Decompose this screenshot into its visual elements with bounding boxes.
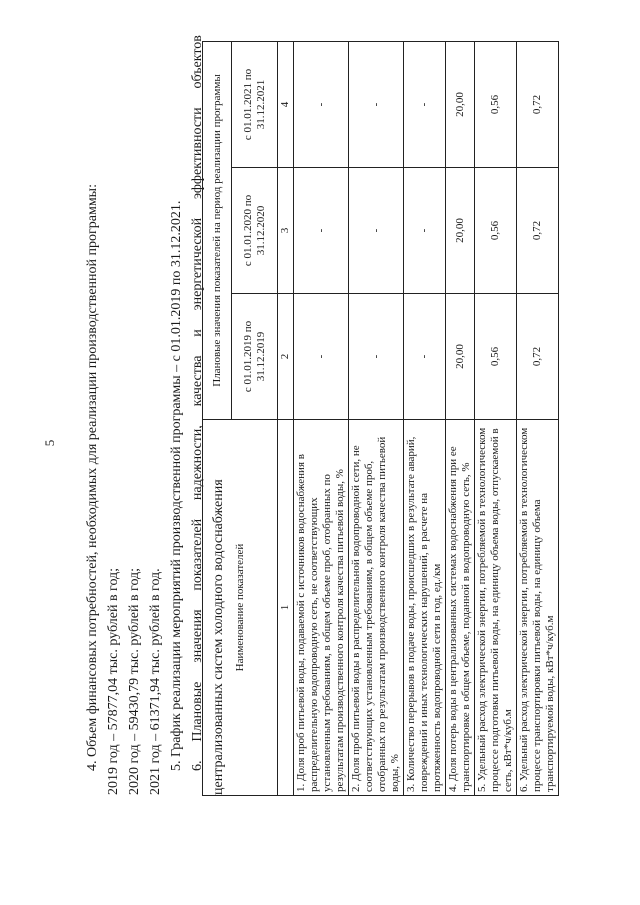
- column-number: 4: [278, 42, 294, 168]
- value-2021: -: [404, 42, 446, 168]
- value-2019: -: [349, 294, 404, 420]
- value-2021: 0,72: [517, 42, 559, 168]
- header-indicator-name: Наименование показателей: [203, 420, 278, 796]
- p6-word: качества: [190, 355, 205, 407]
- p6-word: надежности,: [190, 425, 205, 501]
- p6-word: Плановые: [190, 681, 205, 742]
- value-2020: -: [349, 168, 404, 294]
- page-number: 5: [42, 439, 57, 447]
- table-row: [404, 42, 446, 796]
- value-2020: 0,56: [475, 168, 517, 294]
- year-2021-line: 2021 год – 61371,94 тыс. рублей в год.: [148, 568, 163, 795]
- p6-word: объектов: [190, 35, 205, 89]
- table-row: [349, 42, 404, 796]
- value-2020: -: [294, 168, 349, 294]
- header-period-2020: с 01.01.2020 по 31.12.2020: [232, 168, 278, 294]
- indicator-name: 5. Удельный расход электрической энергии, потребляемой в технологическом процессе подготовки питьевой воды, на единицу объема воды, отпускаемой в сеть, кВт*ч/куб.м: [475, 420, 517, 796]
- header-planned-values: Плановые значения показателей на период реализации программы: [203, 42, 232, 420]
- paragraph-4: 4. Объем финансовых потребностей, необходимых для реализации производственной программы:: [85, 184, 100, 771]
- column-number: 2: [278, 294, 294, 420]
- year-2020-line: 2020 год – 59430,79 тыс. рублей в год;: [127, 567, 142, 795]
- value-2021: -: [294, 42, 349, 168]
- table-row: [517, 42, 559, 796]
- value-2021: -: [349, 42, 404, 168]
- column-number-row: [278, 42, 294, 796]
- value-2021: 0,56: [475, 42, 517, 168]
- value-2020: 0,72: [517, 168, 559, 294]
- indicator-name: 6. Удельный расход электрической энергии, потребляемой в технологическом процессе транспортировки питьевой воды, на единицу объема транспортируемой воды, кВт*ч/куб.м: [517, 420, 559, 796]
- value-2019: 20,00: [446, 294, 475, 420]
- value-2020: -: [404, 168, 446, 294]
- indicators-table: [202, 41, 559, 796]
- value-2019: 0,56: [475, 294, 517, 420]
- p6-word: показателей: [190, 518, 205, 591]
- indicator-name: 2. Доля проб питьевой воды в распределительной водопроводной сети, не соответствующих установленным требованиям, в общем объеме проб, отобранных по результатам производственного контроля качества питьевой воды, %: [349, 420, 404, 796]
- rotated-page: [0, 13, 640, 893]
- column-number: 3: [278, 168, 294, 294]
- column-number: 1: [278, 420, 294, 796]
- indicator-name: 1. Доля проб питьевой воды, подаваемой с источников водоснабжения в распределительную водопроводную сеть, не соответствующих установленным требованиям, в общем объеме проб, отобранных по результатам производственного контроля качества питьевой воды, %: [294, 420, 349, 796]
- value-2019: -: [404, 294, 446, 420]
- indicator-name: 3. Количество перерывов в подаче воды, происшедших в результате аварий, повреждений и иных технологических нарушений, в расчете на протяженность водопроводной сети в год, ед./км: [404, 420, 446, 796]
- p6-word: и: [190, 329, 205, 337]
- value-2021: 20,00: [446, 42, 475, 168]
- year-2019-line: 2019 год – 57877,04 тыс. рублей в год;: [106, 567, 121, 795]
- header-period-2021: с 01.01.2021 по 31.12.2021: [232, 42, 278, 168]
- p6-word: 6.: [190, 760, 205, 771]
- indicator-name: 4. Доля потерь воды в централизованных системах водоснабжения при ее транспортировке в общем объеме, поданной в водопроводную сеть, %: [446, 420, 475, 796]
- table-row: [475, 42, 517, 796]
- table-row: [446, 42, 475, 796]
- p6-word: энергетической: [190, 217, 205, 311]
- paragraph-5: 5. График реализации мероприятий производственной программы – с 01.01.2019 по 31.12.2021.: [169, 200, 184, 771]
- p6-word: эффективности: [190, 107, 205, 200]
- value-2019: -: [294, 294, 349, 420]
- paragraph-6-line-2: централизованных систем холодного водоснабжения: [211, 479, 226, 795]
- value-2020: 20,00: [446, 168, 475, 294]
- value-2019: 0,72: [517, 294, 559, 420]
- header-period-2019: с 01.01.2019 по 31.12.2019: [232, 294, 278, 420]
- table-row: [294, 42, 349, 796]
- table-header-row: [203, 42, 232, 796]
- p6-word: значения: [190, 609, 205, 663]
